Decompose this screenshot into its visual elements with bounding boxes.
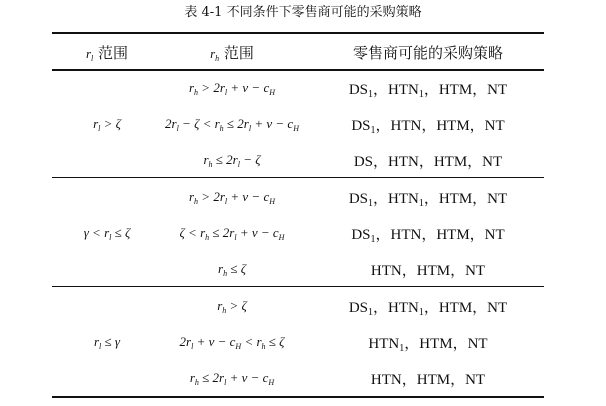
strategy-cell: $DS_1$，HTN，HTM，NT xyxy=(351,118,505,136)
group-divider xyxy=(52,286,544,287)
strategy-cell: HTN，HTM，NT xyxy=(370,372,486,388)
table-caption: 表 4-1 不同条件下零售商可能的采购策略 xyxy=(184,5,422,20)
header-rl-label: 范围 xyxy=(93,44,129,62)
header-rh-label: 范围 xyxy=(219,44,254,62)
rh-condition: $2r_l + v - c_H < r_h \le \zeta$ xyxy=(179,334,285,351)
rh-condition: $r_h \le \zeta$ xyxy=(218,261,246,278)
group-divider xyxy=(52,177,544,178)
header-rh-range xyxy=(160,42,304,63)
group-condition: $r_l \le \gamma$ xyxy=(93,334,121,351)
header-rh-symbol: $r_h$ xyxy=(210,46,220,63)
strategy-cell: $DS_1$，$HTN_1$，HTM，NT xyxy=(348,82,508,100)
group-condition: $r_l > \zeta$ xyxy=(93,116,121,133)
strategy-cell: $DS_1$，HTN，HTM，NT xyxy=(351,227,505,245)
bottom-rule xyxy=(52,396,544,398)
strategy-cell: HTN，HTM，NT xyxy=(370,263,486,279)
rh-condition: $r_h > 2r_l + v - c_H$ xyxy=(188,80,275,97)
strategy-cell: $DS_1$，$HTN_1$，HTM，NT xyxy=(348,300,508,318)
group-condition: $\gamma < r_l \le \zeta$ xyxy=(83,225,131,242)
rh-condition: $r_h \le 2r_l + v - c_H$ xyxy=(189,370,275,387)
top-rule xyxy=(52,32,544,34)
strategy-cell: DS，HTN，HTM，NT xyxy=(353,154,503,170)
header-strategy: 零售商可能的采购策略 xyxy=(352,44,503,62)
rh-condition: $r_h > 2r_l + v - c_H$ xyxy=(188,189,275,206)
header-rl-range xyxy=(52,42,162,63)
rh-condition: $\zeta < r_h \le 2r_l + v - c_H$ xyxy=(179,225,285,242)
header-rl-symbol: $r_l$ xyxy=(85,46,94,63)
strategy-cell: $DS_1$，$HTN_1$，HTM，NT xyxy=(348,191,508,209)
strategy-cell: $HTN_1$，HTM，NT xyxy=(368,336,488,354)
rh-condition: $r_h \le 2r_l - \zeta$ xyxy=(203,152,261,169)
header-rule xyxy=(52,69,544,71)
rh-condition: $r_h > \zeta$ xyxy=(217,298,247,315)
rh-condition: $2r_l - \zeta < r_h \le 2r_l + v - c_H$ xyxy=(165,116,299,133)
